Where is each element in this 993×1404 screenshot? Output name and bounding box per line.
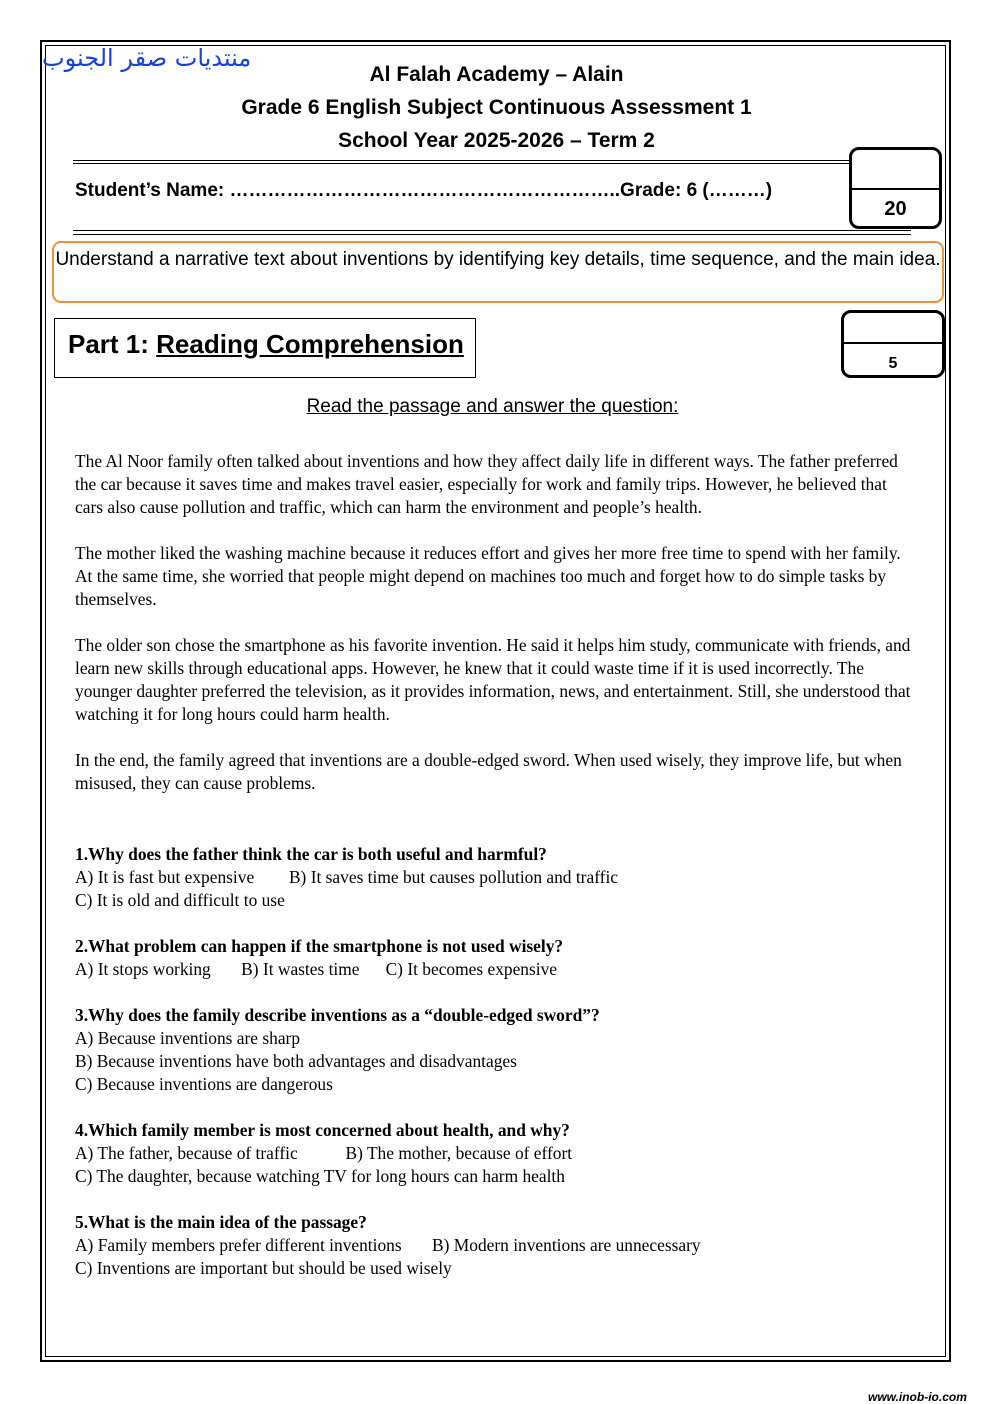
assessment-title: Grade 6 English Subject Continuous Assessment 1 [241,96,752,119]
header-rule-bottom-2 [73,234,911,235]
part-score-value: 5 [888,355,898,372]
header-rule-top [73,160,911,161]
answer-options: C) It is old and difficult to use [75,890,285,910]
part-score-divider [844,342,942,344]
student-name-grade-line: Student’s Name: ……………………………………………………..Grade: 6 (………) [75,180,773,201]
footer-url: www.inob-io.com [868,1390,967,1404]
school-name: Al Falah Academy – Alain [369,63,624,86]
header-rule-bottom [73,230,911,231]
answer-options: A) Because inventions are sharp [75,1028,301,1048]
passage-paragraph: The Al Noor family often talked about inventions and how they affect daily life in different ways. The father preferred the car because it saves time and makes travel easier, especially for work and family trips. However, he believed that cars also cause pollution and traffic, which can harm the environment and people’s health. [75,451,898,517]
total-score-box [849,147,942,229]
question-text: 4.Which family member is most concerned about health, and why? [75,1120,570,1140]
header-rule-top-2 [73,163,911,164]
part-title: Reading Comprehension [156,329,464,359]
question-3 [75,1004,935,1096]
part-score-box [841,310,945,378]
passage-paragraph: In the end, the family agreed that inventions are a double-edged sword. When used wisely, they improve life, but when misused, they can cause problems. [75,750,902,793]
question-1 [75,843,935,912]
answer-options: C) Inventions are important but should be used wisely [75,1258,452,1278]
school-year: School Year 2025-2026 – Term 2 [338,129,655,152]
answer-options: A) It is fast but expensive B) It saves time but causes pollution and traffic [75,867,619,887]
answer-options: A) It stops working B) It wastes time C) It becomes expensive [75,959,558,979]
question-text: 1.Why does the father think the car is both useful and harmful? [75,844,547,864]
question-text: 3.Why does the family describe inventions as a “double-edged sword”? [75,1005,600,1025]
answer-options: B) Because inventions have both advantages and disadvantages [75,1051,517,1071]
question-2 [75,935,935,981]
question-5 [75,1211,935,1280]
part-heading [54,318,476,378]
question-text: 5.What is the main idea of the passage? [75,1212,367,1232]
answer-options: C) Because inventions are dangerous [75,1074,333,1094]
passage-paragraph: The older son chose the smartphone as his favorite invention. He said it helps him study, communicate with friends, and learn new skills through educational apps. However, he knew that it could waste time if it is used incorrectly. The younger daughter preferred the television, as it provides information, news, and entertainment. Still, she understood that watching it for long hours could harm health. [75,635,911,724]
answer-options: A) Family members prefer different inventions B) Modern inventions are unnecessary [75,1235,701,1255]
score-divider [852,188,939,190]
total-score-value: 20 [884,198,907,220]
question-4 [75,1119,935,1188]
instruction: Read the passage and answer the question: [306,396,679,417]
forum-watermark: منتديات صقر الجنوب [42,44,252,72]
answer-options: C) The daughter, because watching TV for long hours can harm health [75,1166,565,1186]
part-prefix: Part 1: [68,329,157,359]
learning-objective: Understand a narrative text about inventions by identifying key details, time sequence, and the main idea. [52,241,944,303]
passage-paragraph: The mother liked the washing machine because it reduces effort and gives her more free time to spend with her family. At the same time, she worried that people might depend on machines too much and forget how to do simple tasks by themselves. [75,543,901,609]
answer-options: A) The father, because of traffic B) The mother, because of effort [75,1143,573,1163]
reading-passage [75,450,915,818]
question-text: 2.What problem can happen if the smartphone is not used wisely? [75,936,564,956]
